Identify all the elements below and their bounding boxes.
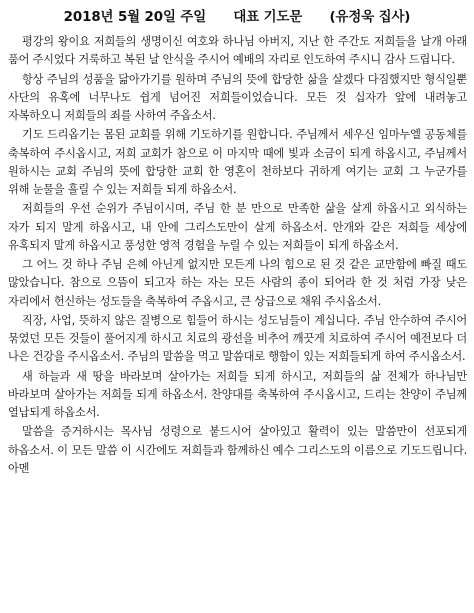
paragraph-priorities: 저희들의 우선 순위가 주님이시며, 주님 한 분 만으로 만족한 삶을 살게 하옵시고 외식하는 자가 되지 말게 하옵시고, 내 안에 그리스도만이 살게 하옵소서. 안개와 같은 저희들 세상에 유혹되지 말게 하옵시고 풍성한 영적 경험을 누릴 수 있는 저희들이 되게 하옵소서. (8, 202, 467, 252)
paragraph-choir: 새 하늘과 새 땅을 바라보며 살아가는 저희들 되게 하시고, 저희들의 삶 전체가 하나님만 바라보며 살아가는 저희들 되게 하옵소서. 찬양대를 축복하여 주시옵시고, 드리는 찬양이 주님께 열납되게 하옵소서. (8, 369, 467, 419)
paragraph-church: 기도 드리옵기는 몸된 교회를 위해 기도하기를 원합니다. 주님께서 세우신 임마누엘 공동체를 축복하여 주시옵시고, 저희 교회가 참으로 이 마지막 때에 빛과 소금이 되게 하옵시고, 주님께서 원하시는 교회 주님의 뜻에 합당한 교회 한 영혼이 천하보다 귀하게 여기는 교회 그 누군가를 위해 눈물을 흘릴 수 있는 저희들 되게 하옵소서. (8, 128, 467, 196)
paragraph-healing: 직장, 사업, 뜻하지 않은 질병으로 힘들어 하시는 성도님들이 계십니다. 주님 안수하여 주시어 묶였던 모든 것들이 풀어지게 하시고 치료의 광선을 비추어 깨끗게 치료하여 주시어 예전보다 더 나은 건강을 주시옵소서. 주님의 말씀을 먹고 말씀대로 행함이 있는 저희들되게 하여 주시옵소서. (8, 313, 467, 364)
document-title: 2018년 5월 20일 주일 대표 기도문 (유정욱 집사) (63, 10, 411, 25)
paragraph-opening: 평강의 왕이요 저희들의 생명이신 여호와 하나님 아버지, 지난 한 주간도 저희들을 날개 아래 품어 주시었다 거룩하고 복된 날 안식을 주시어 예배의 자리로 인도하여 주시니 감사 드립니다. (8, 35, 467, 67)
paragraph-repentance: 항상 주님의 성품을 닮아가기를 원하며 주님의 뜻에 합당한 삶을 살겠다 다짐했지만 형식일뿐 사단의 유혹에 너무나도 쉽게 넘어진 저희들이었습니다. 모든 것 십자가 앞에 내려놓고 자복하오니 저희들의 죄를 사하여 주옵소서. (8, 72, 467, 122)
paragraph-closing: 말씀을 증거하시는 목사님 성령으로 붙드시어 살아있고 활력이 있는 말씀만이 선포되게 하옵소서. 이 모든 말씀 이 시간에도 저희들과 함께하신 예수 그리스도의 이름으로 기도드립니다. 아멘 (8, 425, 467, 475)
paragraph-humility: 그 어느 것 하나 주님 은혜 아닌게 없지만 모든게 나의 힘으로 된 것 같은 교만함에 빠질 때도 많았습니다. 참으로 으뜸이 되고자 하는 자는 모든 사람의 종이 되어라 한 것 처럼 가장 낮은 자리에서 헌신하는 성도들을 축복하여 주옵시고, 큰 상급으로 채워 주시옵소서. (8, 258, 467, 308)
document-body (8, 33, 467, 478)
